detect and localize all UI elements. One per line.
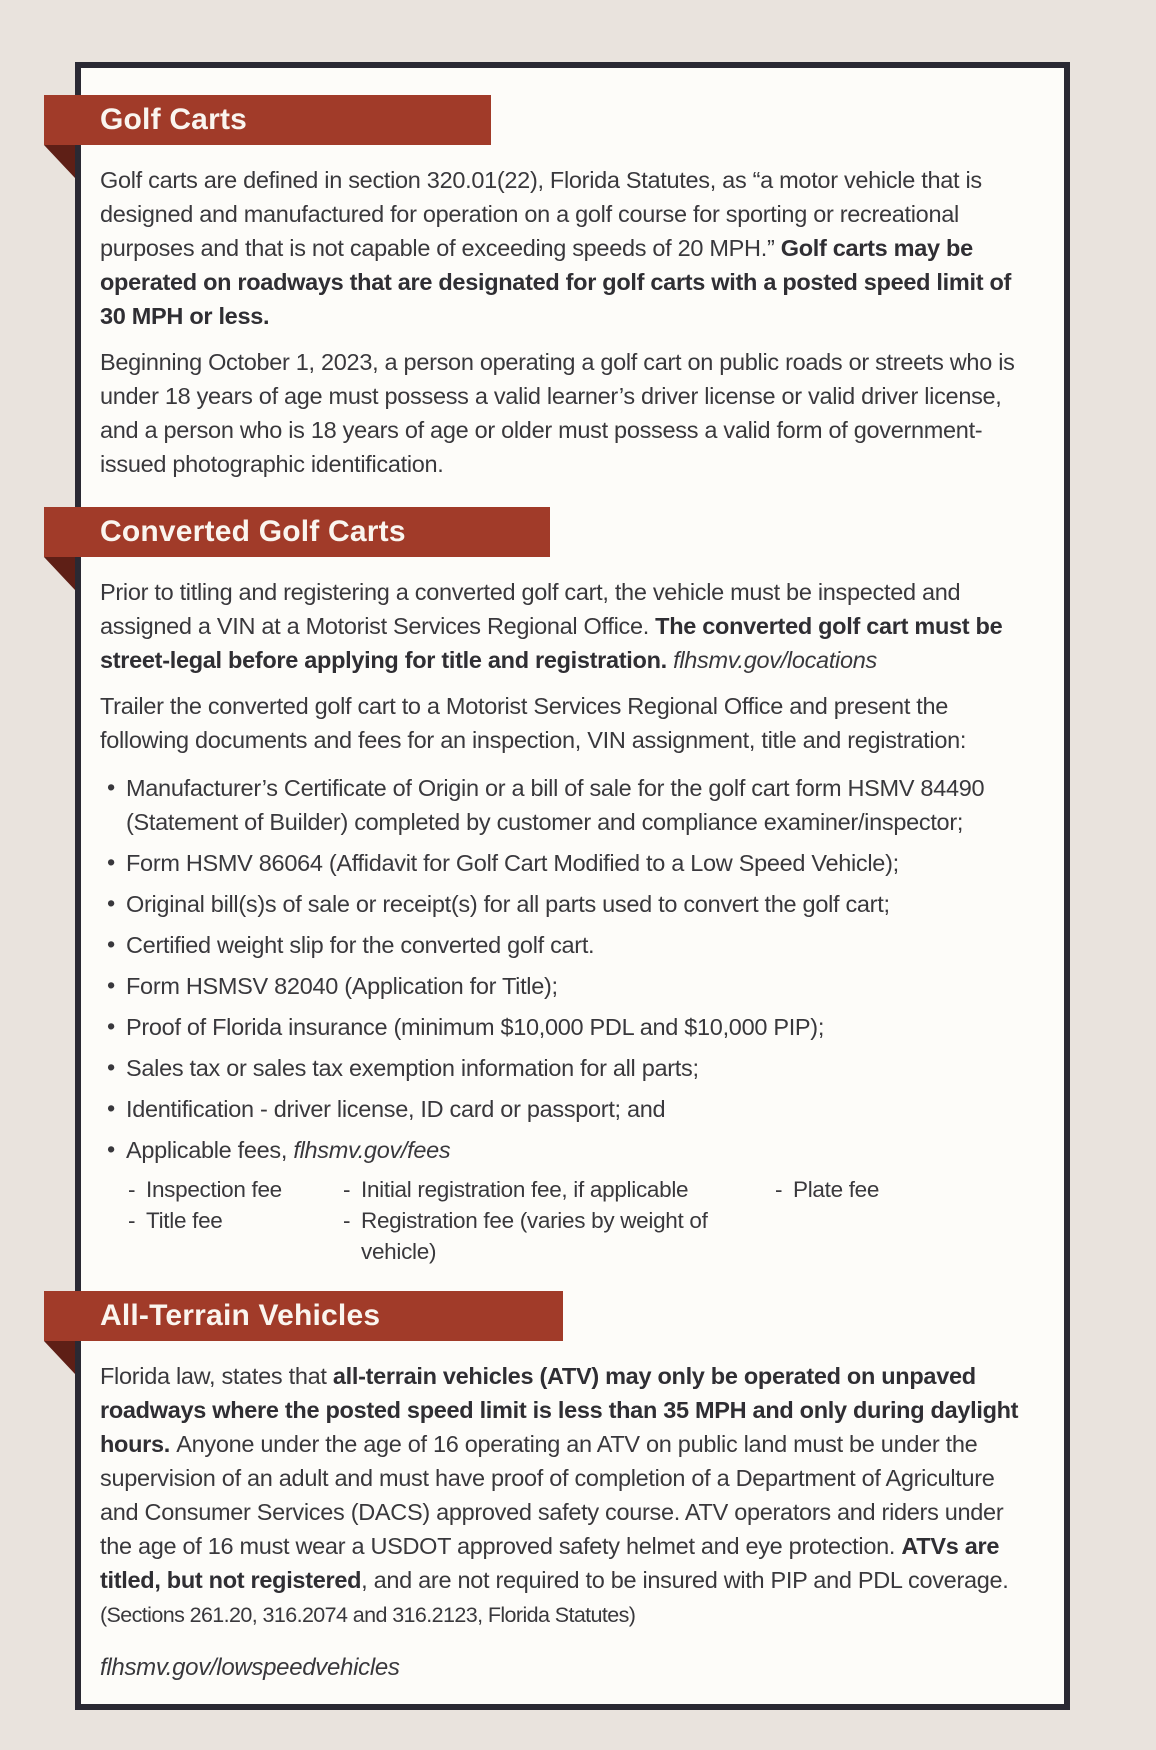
paragraph	[100, 1654, 1028, 1682]
link-flhsmv-locations[interactable]: flhsmv.gov/locations	[673, 647, 877, 673]
fee-item: - Title fee	[128, 1205, 343, 1236]
list-item: • Sales tax or sales tax exemption information for all parts;	[100, 1051, 1028, 1085]
ribbon-fold-icon	[44, 557, 75, 590]
fee-item: - Inspection fee	[128, 1174, 343, 1205]
bold-run: The converted golf cart must be street-legal before applying for title and registration.	[100, 613, 1003, 673]
list-item: • Form HSMV 86064 (Affidavit for Golf Cart Modified to a Low Speed Vehicle);	[100, 846, 1028, 880]
list-item	[100, 1133, 1028, 1167]
section-header-all-terrain-vehicles	[44, 1291, 563, 1341]
list-item: • Identification - driver license, ID card or passport; and	[100, 1092, 1028, 1126]
paragraph: Trailer the converted golf cart to a Motorist Services Regional Office and present the following documents and fees for an inspection, VIN assignment, title and registration:	[100, 693, 967, 753]
bold-run: Golf carts may be operated on roadways that are designated for golf carts with a posted speed limit of 30 MPH or less.	[100, 235, 1012, 329]
list-item: • Original bill(s)s of sale or receipt(s) for all parts used to convert the golf cart;	[100, 887, 1028, 921]
list-item: • Certified weight slip for the converted golf cart.	[100, 928, 1028, 962]
paragraph	[100, 1359, 1028, 1632]
link-flhsmv-lowspeedvehicles[interactable]: flhsmv.gov/lowspeedvehicles	[100, 1654, 400, 1681]
text-run: Applicable fees,	[126, 1137, 294, 1163]
fees-column	[775, 1174, 1028, 1267]
document-checklist	[100, 771, 1028, 1167]
ribbon-fold-icon	[44, 145, 75, 178]
paragraph	[100, 163, 1028, 333]
fees-sublist	[100, 1174, 1028, 1267]
text-run: Anyone under the age of 16 operating an ATV on public land must be under the supervision of an adult and must have proof of completion of a Department of Agriculture and Consumer Services (DACS) approved safety course. ATV operators and riders under the age of 16 must wear a USDOT approved safety helmet and eye protection.	[100, 1431, 1004, 1559]
list-item: • Manufacturer’s Certificate of Origin or a bill of sale for the golf cart form HSMV 84490 (Statement of Builder) completed by customer and compliance examiner/inspector;	[100, 771, 1028, 839]
text-run: Prior to titling and registering a converted golf cart, the vehicle must be inspected and assigned a VIN at a Motorist Services Regional Office.	[100, 579, 961, 639]
link-flhsmv-fees[interactable]: flhsmv.gov/fees	[293, 1137, 451, 1163]
bold-run: ATVs are titled, but not registered	[100, 1533, 1000, 1593]
fee-item: - Initial registration fee, if applicable	[343, 1174, 775, 1205]
content-panel	[75, 62, 1070, 1710]
list-item: • Form HSMSV 82040 (Application for Title);	[100, 969, 1028, 1003]
statute-citation: (Sections 261.20, 316.2074 and 316.2123, Florida Statutes)	[100, 1603, 636, 1627]
fees-column	[343, 1174, 775, 1267]
section-title: Golf Carts	[100, 103, 248, 136]
fees-column	[128, 1174, 343, 1267]
text-run: Golf carts are defined in section 320.01(22), Florida Statutes, as “a motor vehicle that is designed and manufactured for operation on a golf course for sporting or recreational purposes and that is not capable of exceeding speeds of 20 MPH.”	[100, 167, 982, 261]
ribbon-fold-icon	[44, 1341, 75, 1374]
fee-item: - Registration fee (varies by weight of vehicle)	[343, 1205, 775, 1267]
text-run: , and are not required to be insured with PIP and PDL coverage.	[361, 1567, 1009, 1593]
paragraph	[100, 575, 1028, 677]
list-item: • Proof of Florida insurance (minimum $10,000 PDL and $10,000 PIP);	[100, 1010, 1028, 1044]
section-header-golf-carts	[44, 95, 491, 145]
section-title: All-Terrain Vehicles	[100, 1299, 381, 1332]
fee-item: - Plate fee	[775, 1174, 1028, 1205]
section-title: Converted Golf Carts	[100, 515, 406, 548]
paragraph: Beginning October 1, 2023, a person operating a golf cart on public roads or streets who is under 18 years of age must possess a valid learner’s driver license or valid driver license, and a person who is 18 years of age or older must possess a valid form of government-issued photographic identification.	[100, 349, 1015, 477]
bold-run: all-terrain vehicles (ATV) may only be operated on unpaved roadways where the posted speed limit is less than 35 MPH and only during daylight hours.	[100, 1363, 1019, 1457]
section-golf-carts	[100, 95, 1028, 481]
section-all-terrain-vehicles	[100, 1291, 1028, 1682]
text-run: Florida law, states that	[100, 1363, 333, 1389]
section-converted-golf-carts	[100, 507, 1028, 1267]
section-header-converted-golf-carts	[44, 507, 550, 557]
